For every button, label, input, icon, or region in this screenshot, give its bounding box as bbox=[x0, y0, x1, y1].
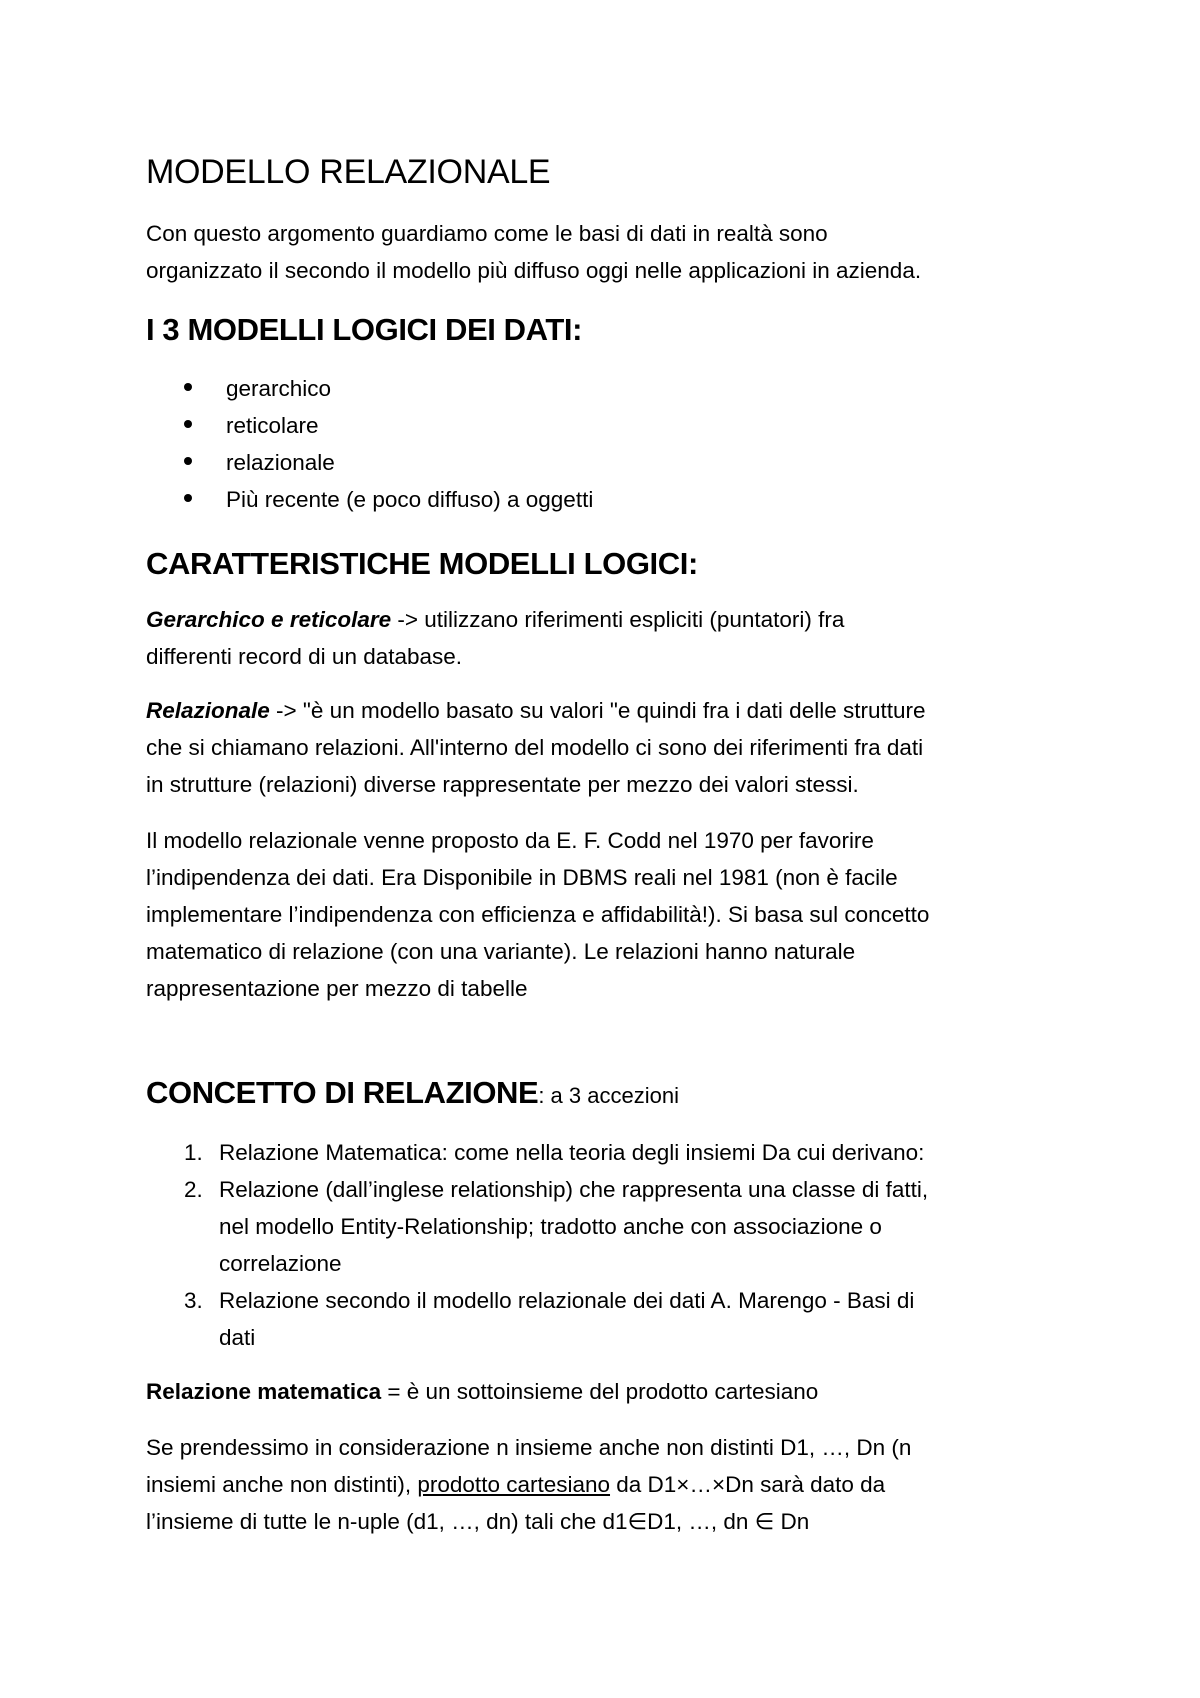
list-item bbox=[146, 444, 1046, 481]
section-heading-suffix: : a 3 accezioni bbox=[538, 1083, 679, 1108]
list-item bbox=[146, 1282, 1076, 1356]
paragraph-text: -> utilizzano riferimenti espliciti (puntatori) fra bbox=[391, 607, 845, 632]
paragraph-line: rappresentazione per mezzo di tabelle bbox=[146, 976, 528, 1001]
paragraph-line bbox=[146, 1466, 1076, 1503]
paragraph-line: differenti record di un database. bbox=[146, 644, 463, 669]
list-item-line: Relazione (dall’inglese relationship) che rappresenta una classe di fatti, bbox=[219, 1177, 929, 1202]
bullet-icon bbox=[184, 383, 192, 391]
relation-meanings-list bbox=[146, 1134, 1076, 1356]
intro-line: Con questo argomento guardiamo come le basi di dati in realtà sono bbox=[146, 221, 828, 246]
bullet-icon bbox=[184, 494, 192, 502]
paragraph-text: insiemi anche non distinti), bbox=[146, 1472, 418, 1497]
paragraph-line: che si chiamano relazioni. All'interno del modello ci sono dei riferimenti fra dati bbox=[146, 735, 924, 760]
list-item-line: nel modello Entity-Relationship; tradotto anche con associazione o bbox=[219, 1214, 882, 1239]
logical-models-list bbox=[146, 370, 1046, 518]
list-item-label: Più recente (e poco diffuso) a oggetti bbox=[226, 487, 594, 512]
paragraph-relational bbox=[146, 692, 1076, 803]
paragraph-line bbox=[146, 692, 1076, 729]
section-heading-text: CONCETTO DI RELAZIONE bbox=[146, 1075, 539, 1110]
list-item-label: gerarchico bbox=[226, 376, 332, 401]
paragraph-line: Il modello relazionale venne proposto da E. F. Codd nel 1970 per favorire bbox=[146, 828, 874, 853]
paragraph-text: -> "è un modello basato su valori "e quindi fra i dati delle strutture bbox=[269, 698, 926, 723]
paragraph-cartesian bbox=[146, 1429, 1076, 1540]
paragraph-text: da D1×…×Dn sarà dato da bbox=[610, 1472, 886, 1497]
list-item-line: Relazione secondo il modello relazionale dei dati A. Marengo - Basi di bbox=[219, 1288, 915, 1313]
term-math-relation: Relazione matematica bbox=[146, 1379, 382, 1404]
list-item-label: relazionale bbox=[226, 450, 335, 475]
list-item-text bbox=[219, 1282, 1076, 1356]
paragraph-line: in strutture (relazioni) diverse rappresentate per mezzo dei valori stessi. bbox=[146, 772, 859, 797]
list-item bbox=[146, 1171, 1076, 1282]
paragraph-line bbox=[146, 1373, 1076, 1410]
list-item-text bbox=[219, 1134, 1076, 1171]
section-heading-relation-concept bbox=[146, 1074, 679, 1115]
list-item-line: correlazione bbox=[219, 1251, 342, 1276]
bullet-icon bbox=[184, 420, 192, 428]
list-item-label: reticolare bbox=[226, 413, 319, 438]
paragraph-text: = è un sottoinsieme del prodotto cartesiano bbox=[381, 1379, 819, 1404]
paragraph-line: Se prendessimo in considerazione n insieme anche non distinti D1, …, Dn (n bbox=[146, 1435, 912, 1460]
intro-line: organizzato il secondo il modello più diffuso oggi nelle applicazioni in azienda. bbox=[146, 258, 922, 283]
paragraph-line bbox=[146, 601, 1076, 638]
document-page bbox=[146, 0, 1076, 1698]
intro-paragraph bbox=[146, 215, 1076, 289]
term-relational: Relazionale bbox=[146, 698, 270, 723]
list-item bbox=[146, 1134, 1076, 1171]
term-hierarchical: Gerarchico e reticolare bbox=[146, 607, 392, 632]
paragraph-line: implementare l’indipendenza con efficienza e affidabilità!). Si basa sul concetto bbox=[146, 902, 930, 927]
section-heading-characteristics: CARATTERISTICHE MODELLI LOGICI: bbox=[146, 546, 698, 581]
paragraph-hierarchical bbox=[146, 601, 1076, 675]
list-item bbox=[146, 481, 1046, 518]
page-title: MODELLO RELAZIONALE bbox=[146, 153, 551, 191]
list-item bbox=[146, 407, 1046, 444]
paragraph-line: l’insieme di tutte le n-uple (d1, …, dn) tali che d1∈D1, …, dn ∈ Dn bbox=[146, 1509, 810, 1534]
bullet-icon bbox=[184, 457, 192, 465]
list-item-number: 1. bbox=[184, 1140, 203, 1165]
list-item-number: 2. bbox=[184, 1177, 203, 1202]
cartesian-product-link[interactable]: prodotto cartesiano bbox=[417, 1472, 611, 1497]
paragraph-math-relation bbox=[146, 1373, 1076, 1410]
list-item-number: 3. bbox=[184, 1288, 203, 1313]
paragraph-line: matematico di relazione (con una variante). Le relazioni hanno naturale bbox=[146, 939, 856, 964]
list-item-line: dati bbox=[219, 1325, 256, 1350]
section-heading-logical-models: I 3 MODELLI LOGICI DEI DATI: bbox=[146, 312, 582, 347]
list-item-line: Relazione Matematica: come nella teoria degli insiemi Da cui derivano: bbox=[219, 1140, 925, 1165]
paragraph-codd bbox=[146, 822, 1076, 1007]
list-item-text bbox=[219, 1171, 1076, 1282]
list-item bbox=[146, 370, 1046, 407]
paragraph-line: l’indipendenza dei dati. Era Disponibile in DBMS reali nel 1981 (non è facile bbox=[146, 865, 898, 890]
